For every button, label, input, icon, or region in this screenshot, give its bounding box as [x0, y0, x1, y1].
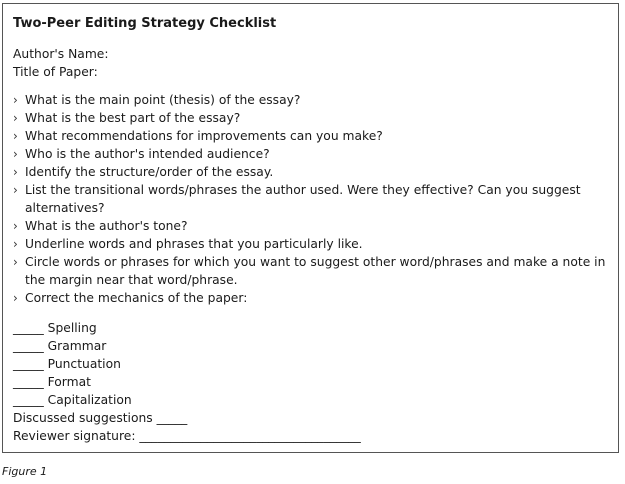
question-item [13, 145, 613, 163]
question-item [13, 127, 613, 145]
author-name-field: Author's Name: [13, 47, 109, 61]
question-text: Correct the mechanics of the paper: [25, 291, 248, 305]
figure-caption: Figure 1 [2, 465, 48, 478]
question-item [13, 109, 613, 127]
mechanics-spelling: _____ Spelling [13, 321, 97, 335]
mechanics-format: _____ Format [13, 375, 91, 389]
discussed-suggestions-line: Discussed suggestions _____ [13, 411, 188, 425]
chevron-right-icon: › [13, 219, 18, 233]
chevron-right-icon: › [13, 93, 18, 107]
chevron-right-icon: › [13, 291, 18, 305]
chevron-right-icon: › [13, 237, 18, 251]
chevron-right-icon: › [13, 255, 18, 269]
mechanics-punctuation: _____ Punctuation [13, 357, 121, 371]
question-item [13, 253, 613, 289]
reviewer-signature-line: Reviewer signature: ____________________________________ [13, 429, 361, 443]
question-item [13, 163, 613, 181]
chevron-right-icon: › [13, 147, 18, 161]
question-text: List the transitional words/phrases the author used. Were they effective? Can you suggest alternatives? [25, 183, 581, 215]
question-text: What is the author's tone? [25, 219, 188, 233]
question-text: Who is the author's intended audience? [25, 147, 270, 161]
question-item [13, 181, 613, 217]
mechanics-grammar: _____ Grammar [13, 339, 107, 353]
question-item [13, 289, 613, 307]
question-text: Underline words and phrases that you particularly like. [25, 237, 363, 251]
mechanics-capitalization: _____ Capitalization [13, 393, 132, 407]
question-item [13, 91, 613, 109]
checklist-title: Two-Peer Editing Strategy Checklist [13, 16, 277, 31]
question-item [13, 235, 613, 253]
question-text: What is the best part of the essay? [25, 111, 241, 125]
question-text: What is the main point (thesis) of the essay? [25, 93, 301, 107]
paper-title-field: Title of Paper: [13, 65, 98, 79]
chevron-right-icon: › [13, 129, 18, 143]
checklist-box [2, 3, 619, 453]
question-text: What recommendations for improvements can you make? [25, 129, 383, 143]
chevron-right-icon: › [13, 165, 18, 179]
question-text: Identify the structure/order of the essay. [25, 165, 274, 179]
question-item [13, 217, 613, 235]
chevron-right-icon: › [13, 111, 18, 125]
question-text: Circle words or phrases for which you want to suggest other word/phrases and make a note in the margin near that word/phrase. [25, 255, 606, 287]
chevron-right-icon: › [13, 183, 18, 197]
